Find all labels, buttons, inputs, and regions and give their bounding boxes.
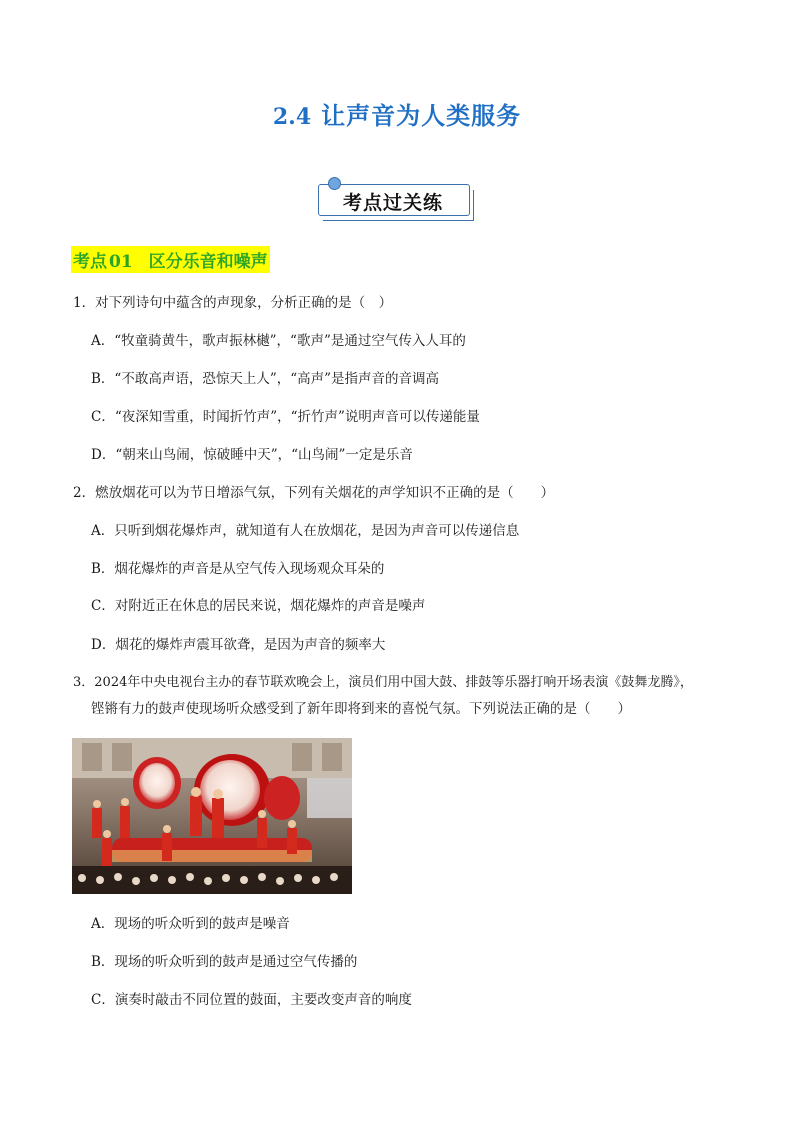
question-2-stem: 2．燃放烟花可以为节日增添气氛，下列有关烟花的声学知识不正确的是（ ） [73,485,555,501]
question-3-stem: 3．2024年中央电视台主办的春节联欢晚会上，演员们用中国大鼓、排鼓等乐器打响开场表演《鼓舞龙腾》， [73,675,693,690]
section-badge [318,180,474,220]
section-prefix: 考点 [73,252,107,272]
question-2-option-c: C．对附近正在休息的居民来说，烟花爆炸的声音是噪声 [91,598,426,614]
badge-label: 考点过关练 [342,192,443,214]
title-number: 2.4 [272,104,312,130]
question-1-stem: 1．对下列诗句中蕴含的声现象，分析正确的是（ ） [73,295,393,311]
question-1-option-a: A．“牧童骑黄牛，歌声振林樾”，“歌声”是通过空气传入人耳的 [91,333,466,349]
question-1-option-b: B．“不敢高声语，恐惊天上人”，“高声”是指声音的音调高 [91,371,440,387]
page-title [0,96,794,131]
question-3-option-c: C．演奏时敲击不同位置的鼓面，主要改变声音的响度 [91,992,412,1008]
section-heading [71,246,270,273]
question-2-option-a: A．只听到烟花爆炸声，就知道有人在放烟花，是因为声音可以传递信息 [91,523,520,539]
drum-performance-photo [72,738,352,894]
question-2-option-b: B．烟花爆炸的声音是从空气传入现场观众耳朵的 [91,561,385,577]
title-text: 让声音为人类服务 [321,102,522,130]
question-3-stem-continued: 铿锵有力的鼓声使现场听众感受到了新年即将到来的喜悦气氛。下列说法正确的是（ ） [91,701,631,717]
section-number: 01 [109,252,133,272]
section-name: 区分乐音和噪声 [148,252,268,272]
question-2-option-d: D．烟花的爆炸声震耳欲聋，是因为声音的频率大 [91,637,386,653]
question-3-option-b: B．现场的听众听到的鼓声是通过空气传播的 [91,954,358,970]
question-1-option-d: D．“朝来山鸟闹，惊破睡中天”，“山鸟闹”一定是乐音 [91,447,413,463]
question-1-option-c: C．“夜深知雪重，时闻折竹声”，“折竹声”说明声音可以传递能量 [91,409,480,425]
question-3-option-a: A．现场的听众听到的鼓声是噪音 [91,916,290,932]
